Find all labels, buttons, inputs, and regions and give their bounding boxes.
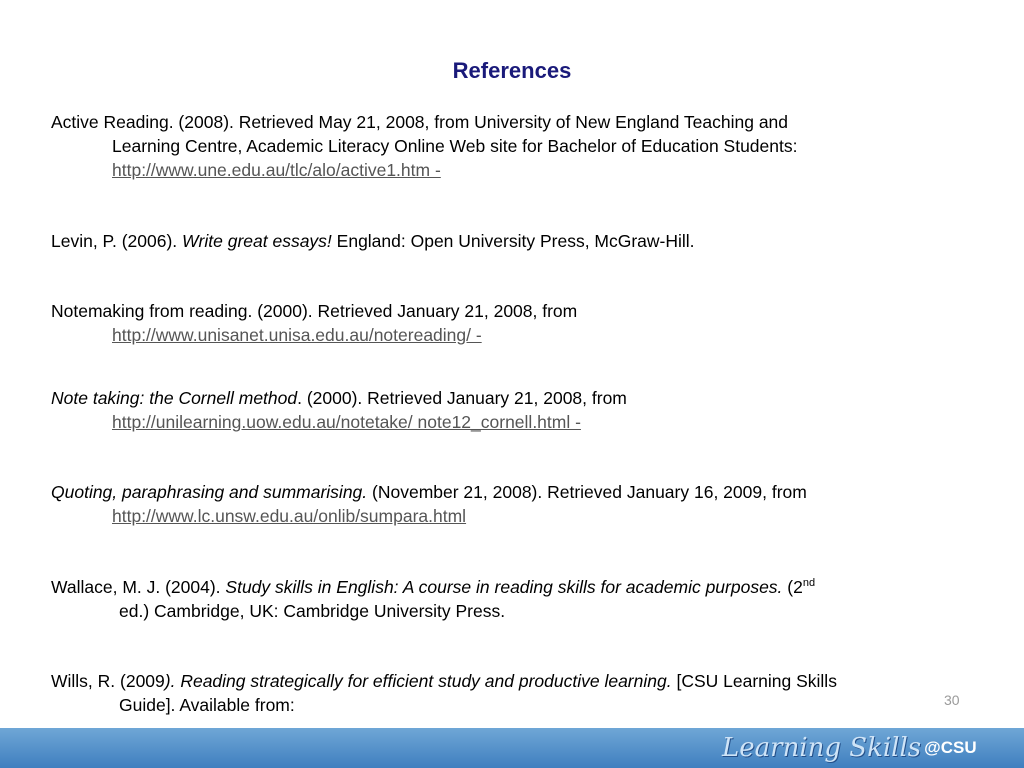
ref-publisher: England: Open University Press, McGraw-Hill. (331, 231, 695, 251)
brand-suffix: @CSU (924, 738, 977, 757)
reference-cornell (51, 386, 951, 434)
ref-title: Quoting, paraphrasing and summarising. (51, 482, 368, 502)
ref-link-unisa[interactable]: http://www.unisanet.unisa.edu.au/notereading/ - (112, 325, 482, 345)
ref-edition: (2 (782, 577, 803, 597)
ref-text-continued: Guide]. Available from: (119, 695, 295, 715)
ref-title: Study skills in English: A course in reading skills for academic purposes. (225, 577, 783, 597)
ref-text-continued: ed.) Cambridge, UK: Cambridge University Press. (119, 601, 506, 621)
ref-link-unsw[interactable]: http://www.lc.unsw.edu.au/onlib/sumpara.html (112, 506, 467, 526)
reference-wills (51, 669, 951, 717)
ref-text: Active Reading. (2008). Retrieved May 21, 2008, from University of New England Teaching and (51, 112, 789, 132)
reference-active-reading (51, 110, 951, 182)
learning-skills-logo (722, 732, 977, 764)
reference-quoting (51, 480, 951, 528)
ref-author: Wills, R. (2009 (51, 671, 165, 691)
ref-title: Note taking: the Cornell method (51, 388, 298, 408)
ref-edition-suffix: nd (802, 577, 816, 590)
ref-link-uow[interactable]: http://unilearning.uow.edu.au/notetake/ note12_cornell.html - (112, 412, 581, 432)
ref-title: ). Reading strategically for efficient study and productive learning. (164, 671, 672, 691)
brand-script-text: Learning Skills (722, 733, 922, 763)
reference-levin (51, 229, 951, 253)
ref-text: [CSU Learning Skills (671, 671, 837, 691)
ref-text: (November 21, 2008). Retrieved January 16, 2009, from (367, 482, 807, 502)
reference-notemaking (51, 299, 951, 347)
ref-text: Notemaking from reading. (2000). Retrieved January 21, 2008, from (51, 301, 578, 321)
reference-wallace (51, 575, 951, 623)
ref-text: . (2000). Retrieved January 21, 2008, from (297, 388, 627, 408)
ref-author: Wallace, M. J. (2004). (51, 577, 226, 597)
ref-link-une[interactable]: http://www.une.edu.au/tlc/alo/active1.htm - (112, 160, 441, 180)
ref-text-continued: Learning Centre, Academic Literacy Online Web site for Bachelor of Education Students: (112, 136, 798, 156)
ref-author: Levin, P. (2006). (51, 231, 183, 251)
page-number: 30 (944, 692, 960, 708)
ref-title: Write great essays! (182, 231, 332, 251)
page-title: References (452, 58, 572, 83)
